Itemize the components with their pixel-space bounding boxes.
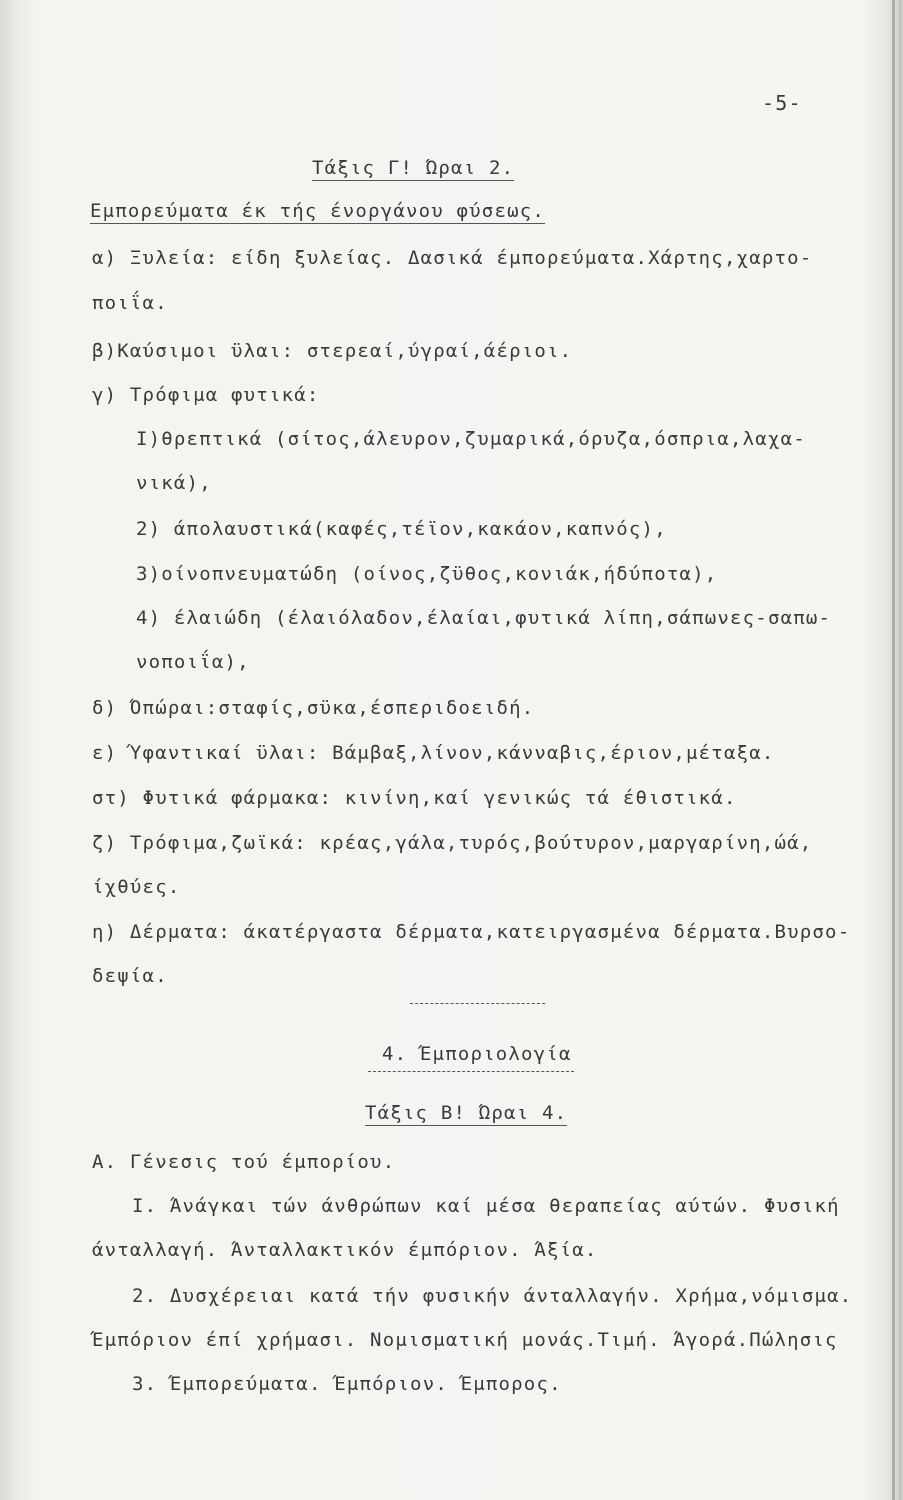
- text-line: β)Καύσιμοι ϋλαι: στερεαί,ύγραί,άέριοι.: [92, 340, 573, 362]
- text-line: Α. Γένεσις τού έμπορίου.: [92, 1151, 396, 1173]
- text-line: η) Δέρματα: άκατέργαστα δέρματα,κατειργασμένα δέρματα.Βυρσο-: [92, 921, 851, 943]
- page-number: -5-: [762, 91, 802, 115]
- text-line: νοποιΐα),: [136, 651, 250, 673]
- text-line: ίχθύες.: [92, 876, 181, 898]
- text-line: νικά),: [136, 472, 212, 494]
- text-line: Ι. Άνάγκαι τών άνθρώπων καί μέσα θεραπείας αύτών. Φυσική: [132, 1195, 840, 1217]
- page-edge-shadow: [892, 0, 895, 1500]
- text-line: 4) έλαιώδη (έλαιόλαδον,έλαίαι,φυτικά λίπη,σάπωνες-σαπω-: [136, 607, 832, 629]
- class-hours-heading: Τάξις Β! Ώραι 4.: [365, 1102, 568, 1124]
- text-line: 2. Δυσχέρειαι κατά τήν φυσικήν άνταλλαγήν. Χρήμα,νόμισμα.: [132, 1285, 853, 1307]
- text-line: Ι)θρεπτικά (σίτος,άλευρον,ζυμαρικά,όρυζα,όσπρια,λαχα-: [136, 428, 806, 450]
- text-line: 3)οίνοπνευματώδη (οίνος,ζϋθος,κονιάκ,ήδύποτα),: [136, 563, 718, 585]
- text-line: δ) Όπώραι:σταφίς,σϋκα,έσπεριδοειδή.: [92, 697, 535, 719]
- text-line: ζ) Τρόφιμα,ζωϊκά: κρέας,γάλα,τυρός,βούτυρον,μαργαρίνη,ώά,: [92, 832, 813, 854]
- text-line: άνταλλαγή. Άνταλλακτικόν έμπόριον. Άξία.: [92, 1239, 598, 1261]
- separator-line: [410, 1003, 545, 1004]
- class-hours-heading: Τάξις Γ! Ώραι 2.: [312, 157, 515, 179]
- section-heading: Εμπορεύματα έκ τής ένοργάνου φύσεως.: [90, 200, 546, 222]
- text-line: στ) Φυτικά φάρμακα: κινίνη,καί γενικώς τά έθιστικά.: [92, 787, 737, 809]
- text-line: ποιΐα.: [92, 292, 168, 314]
- title-underline: [368, 1071, 574, 1072]
- text-line: ε) Ύφαντικαί ϋλαι: Βάμβαξ,λίνον,κάνναβις,έριον,μέταξα.: [92, 742, 775, 764]
- text-line: α) Ξυλεία: είδη ξυλείας. Δασικά έμπορεύματα.Χάρτης,χαρτο-: [92, 247, 813, 269]
- section-title: 4. Έμποριολογία: [382, 1043, 572, 1065]
- page-edge-line: [899, 0, 901, 1500]
- text-line: γ) Τρόφιμα φυτικά:: [92, 384, 320, 406]
- text-line: 3. Έμπορεύματα. Έμπόριον. Έμπορος.: [132, 1373, 562, 1395]
- text-line: Έμπόριον έπί χρήμασι. Νομισματική μονάς.Τιμή. Άγορά.Πώλησις: [92, 1329, 838, 1351]
- text-line: δεψία.: [92, 965, 168, 987]
- text-line: 2) άπολαυστικά(καφές,τέϊον,κακάον,καπνός),: [136, 518, 667, 540]
